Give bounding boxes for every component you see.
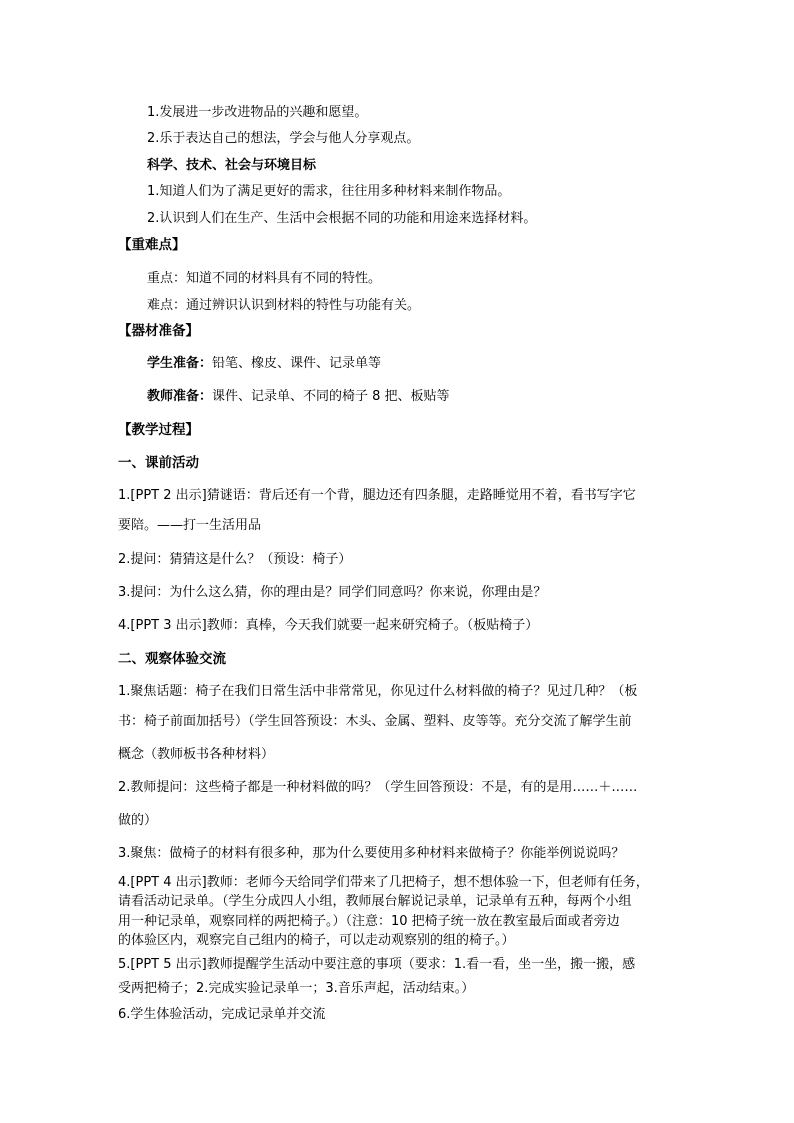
process-heading: 【教学过程】 (118, 422, 199, 438)
stse-heading: 科学、技术、社会与环境目标 (147, 158, 317, 173)
teacher-prep-text: 课件、记录单、不同的椅子 8 把、板贴等 (212, 389, 450, 404)
student-prep-label: 学生准备： (147, 356, 213, 371)
stse-goal-1: 1.知道人们为了满足更好的需求，往往用多种材料来制作物品。 (147, 184, 511, 199)
section2-line: 书：椅子前面加括号）（学生回答预设：木头、金属、塑料、皮等等。充分交流了解学生前 (118, 714, 632, 729)
section2-line: 1.聚焦话题：椅子在我们日常生活中非常常见，你见过什么材料做的椅子？见过几种？（板 (118, 684, 638, 699)
section2-line: 2.教师提问：这些椅子都是一种材料做的吗？（学生回答预设：不是，有的是用……＋…… (118, 780, 638, 795)
section1-line: 3.提问：为什么这么猜，你的理由是？同学们同意吗？你来说，你理由是？ (118, 585, 547, 600)
student-prep-text: 铅笔、橡皮、课件、记录单等 (212, 356, 382, 371)
stse-goal-2: 2.认识到人们在生产、生活中会根据不同的功能和用途来选择材料。 (147, 211, 537, 226)
equipment-heading: 【器材准备】 (118, 323, 199, 339)
section2-line: 做的） (118, 813, 158, 828)
section1-line: 1.[PPT 2 出示]猜谜语：背后还有一个背，腿边还有四条腿，走路睡觉用不着，看书写字它 (118, 488, 636, 503)
difficult-point: 难点：通过辨识认识到材料的特性与功能有关。 (147, 298, 421, 313)
section2-line: 概念（教师板书各种材料） (118, 747, 275, 762)
student-prep (147, 355, 381, 373)
section2-line: 6.学生体验活动，完成记录单并交流 (118, 1007, 326, 1022)
teacher-prep-label: 教师准备： (147, 389, 213, 404)
attitude-goal-1: 1.发展进一步改进物品的兴趣和愿望。 (147, 105, 368, 120)
section1-line: 2.提问：猜猜这是什么？（预设：椅子） (118, 552, 352, 567)
section1-line: 要陪。——打一生活用品 (118, 518, 262, 533)
section2-line: 4.[PPT 4 出示]教师：老师今天给同学们带来了几把椅子，想不想体验一下，但老师有任务， (118, 875, 649, 890)
section1-line: 4.[PPT 3 出示]教师：真棒，今天我们就要一起来研究椅子。（板贴椅子） (118, 618, 539, 633)
section2-line: 受两把椅子；2.完成实验记录单一；3.音乐声起，活动结束。） (118, 981, 475, 996)
teacher-prep (147, 388, 450, 406)
section2-line: 的体验区内，观察完自己组内的椅子，可以走动观察别的组的椅子。） (118, 933, 515, 948)
section2-line: 请看活动记录单。（学生分成四人小组，教师展台解说记录单，记录单有五种，每两个小组 (118, 894, 632, 909)
section2-line: 用一种记录单，观察同样的两把椅子。）（注意：10 把椅子统一放在教室最后面或者旁边 (118, 914, 620, 929)
section2-heading: 二、观察体验交流 (118, 651, 226, 667)
section2-line: 3.聚焦：做椅子的材料有很多种，那为什么要使用多种材料来做椅子？你能举例说说吗？ (118, 846, 625, 861)
section1-heading: 一、课前活动 (118, 455, 199, 471)
key-point: 重点：知道不同的材料具有不同的特性。 (147, 271, 382, 286)
key-points-heading: 【重难点】 (118, 237, 186, 253)
section2-line: 5.[PPT 5 出示]教师提醒学生活动中要注意的事项（要求：1.看一看，坐一坐，搬一搬，感 (118, 957, 636, 972)
attitude-goal-2: 2.乐于表达自己的想法，学会与他人分享观点。 (147, 131, 420, 146)
